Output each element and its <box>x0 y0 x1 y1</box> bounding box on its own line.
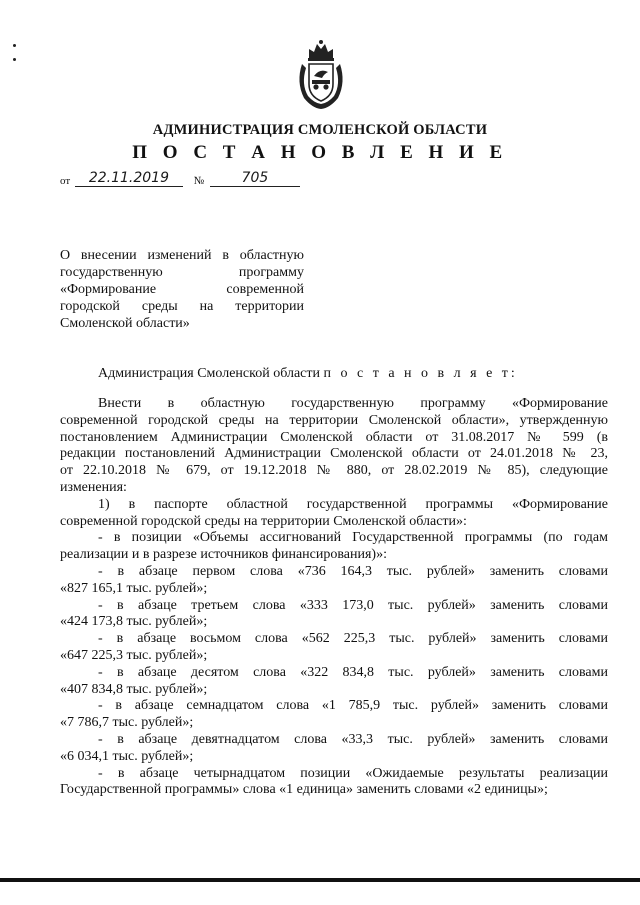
body-line: «7 786,7 тыс. рублей»; <box>60 715 194 731</box>
body-line: современной городской среды на территории Смоленской области»: <box>60 513 467 529</box>
body-line: «647 225,3 тыс. рублей»; <box>60 647 208 663</box>
subject-line: городской среды на территории <box>60 299 304 314</box>
document-type: П О С Т А Н О В Л Е Н И Е <box>132 142 508 163</box>
scan-mark-dot <box>13 58 16 61</box>
body-line: реализации и в разрезе источников финансирования)»: <box>60 547 387 563</box>
body-line: - в абзаце девятнадцатом слова «33,3 тыс. рублей» заменить словами <box>98 731 608 747</box>
body-line: - в абзаце восьмом слова «562 225,3 тыс. рублей» заменить словами <box>98 631 608 647</box>
body-line: - в позиции «Объемы ассигнований Государственной программы (по годам <box>98 530 608 546</box>
document-subject <box>60 247 304 332</box>
number-label: № <box>193 175 205 187</box>
body-line: - в абзаце первом слова «736 164,3 тыс. рублей» заменить словами <box>98 563 608 579</box>
date-field: 22.11.2019 <box>75 170 183 187</box>
body-line: изменения: <box>60 479 127 495</box>
body-line: от 22.10.2018 № 679, от 19.12.2018 № 880, от 28.02.2019 № 85), следующие <box>60 463 608 479</box>
number-field: 705 <box>210 170 300 187</box>
body-line: - в абзаце десятом слова «322 834,8 тыс. рублей» заменить словами <box>98 664 608 680</box>
subject-line: О внесении изменений в областную <box>60 248 304 263</box>
body-line: Внести в областную государственную программу «Формирование <box>98 396 608 411</box>
page-bottom-rule <box>0 878 640 882</box>
body-line: современной городской среды на территории Смоленской области», утвержденную <box>60 412 608 428</box>
body-line: - в абзаце третьем слова «333 173,0 тыс. рублей» заменить словами <box>98 597 608 613</box>
body-line: «407 834,8 тыс. рублей»; <box>60 681 208 697</box>
body-line: «424 173,8 тыс. рублей»; <box>60 614 208 630</box>
body-line: - в абзаце семнадцатом слова «1 785,9 тыс. рублей» заменить словами <box>98 698 608 714</box>
body-line: постановлением Администрации Смоленской области от 31.08.2017 № 599 (в <box>60 429 608 445</box>
subject-line: государственную программу <box>60 265 304 280</box>
body-line: редакции постановлений Администрации Смоленской области от 24.01.2018 № 23, <box>60 446 608 462</box>
subject-line: Смоленской области» <box>60 316 190 331</box>
preamble-text: Администрация Смоленской области <box>98 366 321 381</box>
body-line: 1) в паспорте областной государственной программы «Формирование <box>98 496 608 512</box>
preamble <box>98 365 518 382</box>
date-label: от <box>60 175 71 187</box>
document-body <box>60 396 608 799</box>
date-number-line <box>60 170 300 187</box>
body-line: «827 165,1 тыс. рублей»; <box>60 580 208 596</box>
body-line: Государственной программы» слова «1 единица» заменить словами «2 единицы»; <box>60 782 548 798</box>
organization-title: АДМИНИСТРАЦИЯ СМОЛЕНСКОЙ ОБЛАСТИ <box>152 122 488 138</box>
smolensk-coat-of-arms-icon <box>292 38 350 112</box>
body-line: «6 034,1 тыс. рублей»; <box>60 748 194 764</box>
preamble-verb: п о с т а н о в л я е т: <box>323 366 518 381</box>
body-line: - в абзаце четырнадцатом позиции «Ожидаемые результаты реализации <box>98 765 608 781</box>
scan-mark-dot <box>13 44 16 47</box>
subject-line: «Формирование современной <box>60 282 304 297</box>
